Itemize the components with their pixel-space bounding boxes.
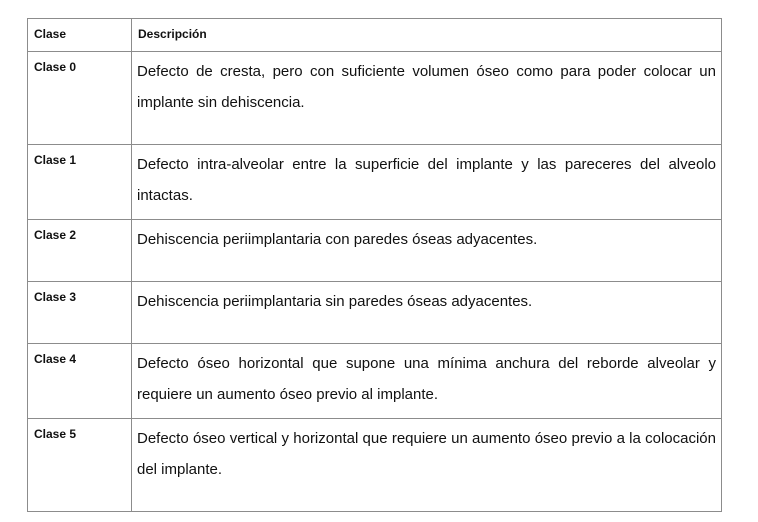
descripcion-cell [132,419,722,512]
descripcion-text: Dehiscencia periimplantaria con paredes óseas adyacentes. [137,231,538,248]
descripcion-text: Dehiscencia periimplantaria sin paredes óseas adyacentes. [137,293,533,310]
descripcion-text: Defecto óseo vertical y horizontal que requiere un aumento óseo previo a la colocación del implante. [137,430,716,478]
clase-cell [28,145,132,220]
header-clase [28,19,132,52]
descripcion-cell [132,220,722,282]
clase-cell [28,282,132,344]
defect-classification-table [27,18,722,512]
clase-cell [28,52,132,145]
table-row [28,145,722,220]
clase-cell [28,220,132,282]
table-row [28,282,722,344]
descripcion-cell [132,52,722,145]
table-row [28,220,722,282]
table-row [28,52,722,145]
clase-label: Clase 2 [34,228,77,242]
header-descripcion-label: Descripción [138,27,207,41]
descripcion-cell [132,344,722,419]
descripcion-text: Defecto óseo horizontal que supone una mínima anchura del reborde alveolar y requiere un aumento óseo previo al implante. [137,355,716,403]
descripcion-text: Defecto intra-alveolar entre la superficie del implante y las pareceres del alveolo intactas. [137,156,716,204]
table-row [28,419,722,512]
clase-cell [28,344,132,419]
descripcion-cell [132,145,722,220]
table-header-row [28,19,722,52]
descripcion-text: Defecto de cresta, pero con suficiente volumen óseo como para poder colocar un implante sin dehiscencia. [137,63,716,111]
clase-label: Clase 4 [34,352,77,366]
clase-label: Clase 3 [34,290,77,304]
table-row [28,344,722,419]
clase-label: Clase 1 [34,153,77,167]
header-clase-label: Clase [34,27,67,41]
header-descripcion [132,19,722,52]
clase-label: Clase 5 [34,427,77,441]
clase-label: Clase 0 [34,60,77,74]
clase-cell [28,419,132,512]
descripcion-cell [132,282,722,344]
